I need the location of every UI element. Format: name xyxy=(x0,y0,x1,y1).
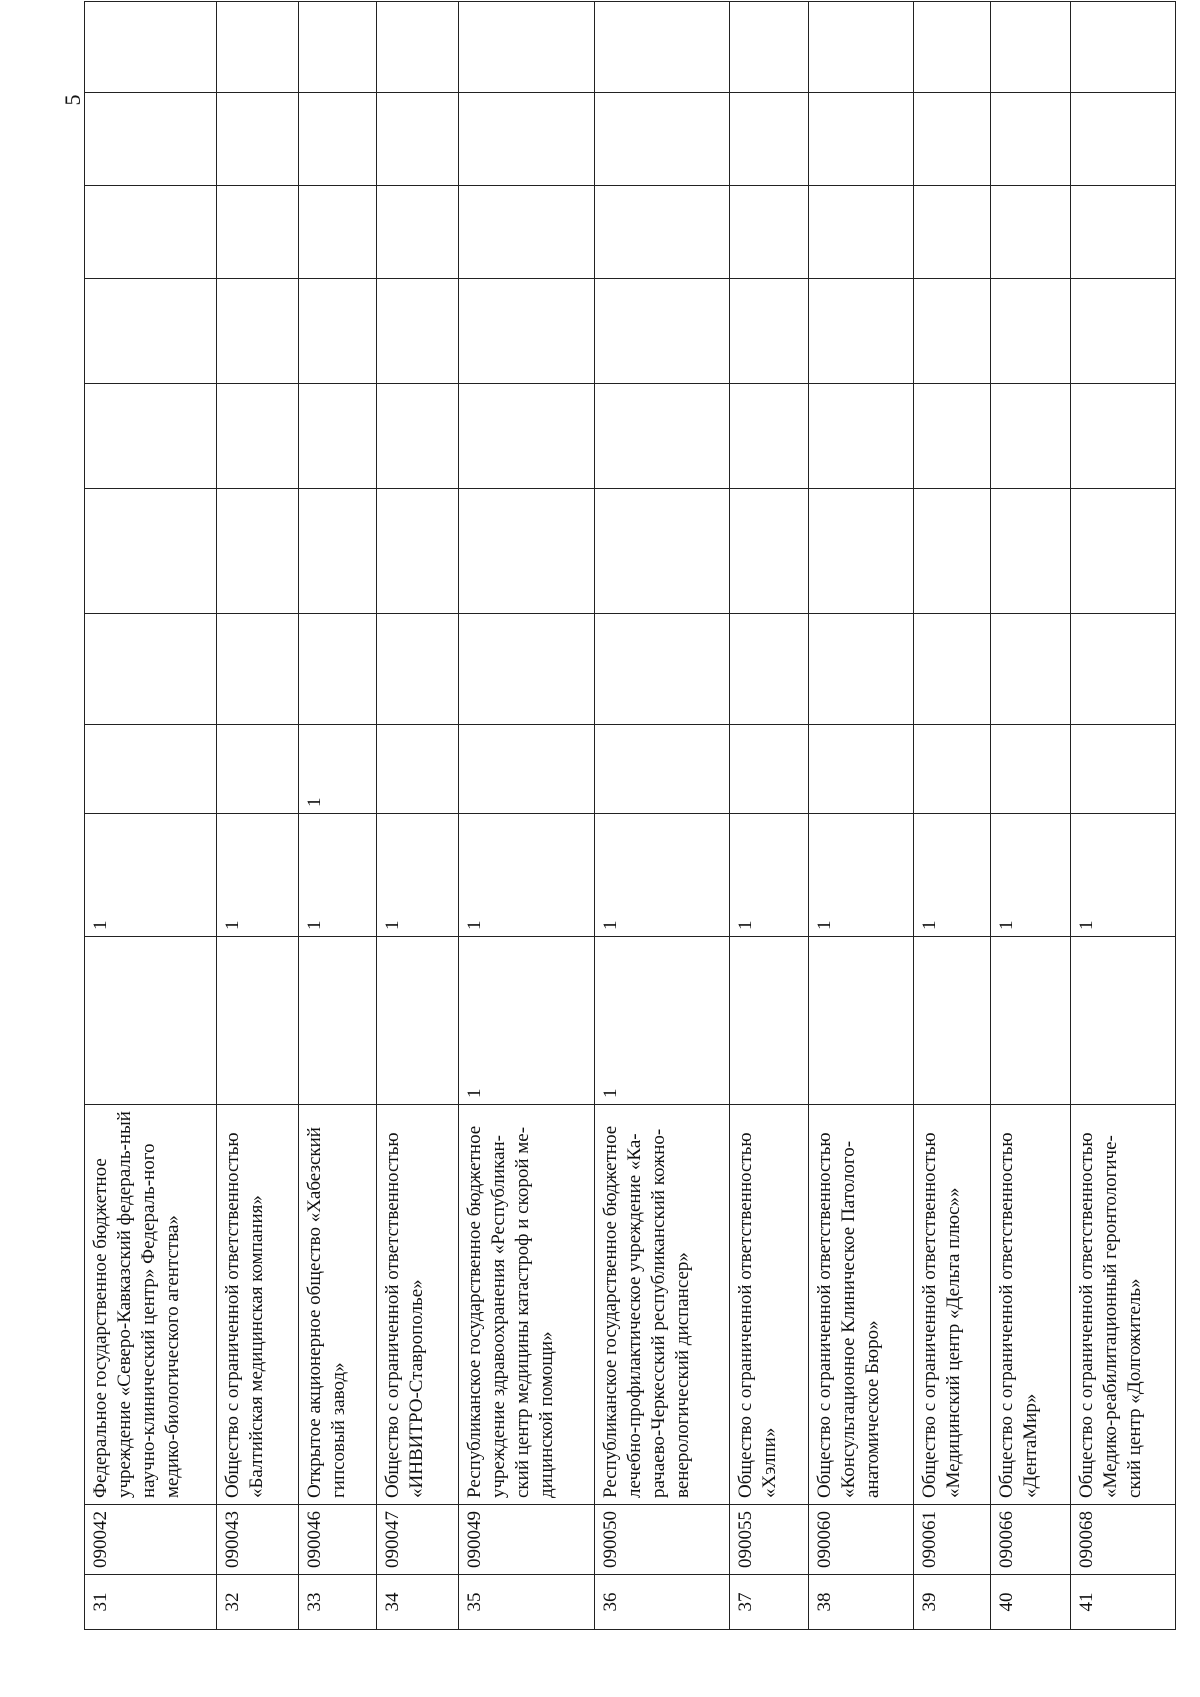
empty-cell xyxy=(217,614,299,725)
empty-cell xyxy=(217,93,299,186)
org-code: 090066 xyxy=(991,1505,1071,1575)
value-cell: 1 xyxy=(299,814,376,937)
empty-cell xyxy=(217,384,299,489)
row-number: 40 xyxy=(991,1575,1071,1630)
row-number: 39 xyxy=(914,1575,991,1630)
value-cell xyxy=(809,725,914,814)
empty-cell xyxy=(217,186,299,279)
org-code: 090043 xyxy=(217,1505,299,1575)
org-name: Общество с ограниченной ответственностью «Консультационное Клиническое Патолого-анатомическое Бюро» xyxy=(809,1105,914,1505)
page-number: 5 xyxy=(60,94,85,106)
empty-cell xyxy=(458,384,595,489)
row-number: 33 xyxy=(299,1575,376,1630)
empty-cell xyxy=(809,384,914,489)
empty-cell xyxy=(458,186,595,279)
org-code: 090050 xyxy=(595,1505,729,1575)
value-cell xyxy=(914,725,991,814)
empty-cell xyxy=(914,186,991,279)
table-row xyxy=(729,2,809,1630)
empty-cell xyxy=(595,186,729,279)
empty-cell xyxy=(914,614,991,725)
empty-cell xyxy=(458,2,595,93)
empty-cell xyxy=(299,279,376,384)
empty-cell xyxy=(217,279,299,384)
value-cell: 1 xyxy=(595,814,729,937)
value-cell: 1 xyxy=(991,814,1071,937)
empty-cell xyxy=(1071,279,1176,384)
value-cell xyxy=(1071,725,1176,814)
empty-cell xyxy=(299,2,376,93)
value-cell: 1 xyxy=(914,814,991,937)
empty-cell xyxy=(914,384,991,489)
table-row xyxy=(376,2,458,1630)
row-number: 41 xyxy=(1071,1575,1176,1630)
org-code: 090042 xyxy=(85,1505,217,1575)
empty-cell xyxy=(1071,489,1176,614)
empty-cell xyxy=(595,2,729,93)
value-cell xyxy=(914,937,991,1105)
empty-cell xyxy=(595,614,729,725)
org-name: Открытое акционерное общество «Хабезский гипсовый завод» xyxy=(299,1105,376,1505)
empty-cell xyxy=(991,279,1071,384)
empty-cell xyxy=(729,614,809,725)
empty-cell xyxy=(729,186,809,279)
empty-cell xyxy=(1071,93,1176,186)
empty-cell xyxy=(595,93,729,186)
org-name: Федеральное государственное бюджетное учреждение «Северо-Кавказский федераль-ный научно-клинический центр» Федераль-ного медико-биологического агентства» xyxy=(85,1105,217,1505)
org-name: Общество с ограниченной ответственностью «ДентаМир» xyxy=(991,1105,1071,1505)
empty-cell xyxy=(595,489,729,614)
table-row xyxy=(85,2,217,1630)
empty-cell xyxy=(809,93,914,186)
value-cell xyxy=(217,725,299,814)
empty-cell xyxy=(809,279,914,384)
org-code: 090049 xyxy=(458,1505,595,1575)
value-cell: 1 xyxy=(729,814,809,937)
org-name: Республиканское государственное бюджетное учреждение здравоохранения «Республикан-ский центр медицины катастроф и скорой ме-дицинской помощи» xyxy=(458,1105,595,1505)
empty-cell xyxy=(299,93,376,186)
table-row xyxy=(458,2,595,1630)
empty-cell xyxy=(914,93,991,186)
value-cell: 1 xyxy=(217,814,299,937)
empty-cell xyxy=(458,614,595,725)
table-row xyxy=(991,2,1071,1630)
empty-cell xyxy=(85,2,217,93)
empty-cell xyxy=(1071,384,1176,489)
org-name: Общество с ограниченной ответственностью «Хэлпи» xyxy=(729,1105,809,1505)
value-cell: 1 xyxy=(1071,814,1176,937)
value-cell xyxy=(376,937,458,1105)
table-row xyxy=(1071,2,1176,1630)
org-code: 090046 xyxy=(299,1505,376,1575)
value-cell: 1 xyxy=(376,814,458,937)
value-cell: 1 xyxy=(809,814,914,937)
empty-cell xyxy=(85,186,217,279)
empty-cell xyxy=(914,279,991,384)
empty-cell xyxy=(458,93,595,186)
table-row xyxy=(217,2,299,1630)
value-cell: 1 xyxy=(458,814,595,937)
empty-cell xyxy=(809,614,914,725)
value-cell xyxy=(85,725,217,814)
empty-cell xyxy=(991,186,1071,279)
empty-cell xyxy=(809,186,914,279)
table-row xyxy=(595,2,729,1630)
value-cell xyxy=(991,725,1071,814)
rotated-table-wrapper xyxy=(84,0,1176,1630)
empty-cell xyxy=(991,614,1071,725)
value-cell xyxy=(85,937,217,1105)
org-code: 090068 xyxy=(1071,1505,1176,1575)
empty-cell xyxy=(991,489,1071,614)
value-cell: 1 xyxy=(85,814,217,937)
value-cell xyxy=(376,725,458,814)
empty-cell xyxy=(809,489,914,614)
table-row xyxy=(809,2,914,1630)
value-cell xyxy=(809,937,914,1105)
empty-cell xyxy=(1071,2,1176,93)
value-cell xyxy=(729,725,809,814)
org-code: 090060 xyxy=(809,1505,914,1575)
value-cell xyxy=(299,937,376,1105)
empty-cell xyxy=(729,279,809,384)
empty-cell xyxy=(376,384,458,489)
org-name: Республиканское государственное бюджетное лечебно-профилактическое учреждение «Ка-рачаево-Черкесский республиканский кожно-венерологический диспансер» xyxy=(595,1105,729,1505)
org-name: Общество с ограниченной ответственностью «Медицинский центр «Дельта плюс»» xyxy=(914,1105,991,1505)
value-cell: 1 xyxy=(458,937,595,1105)
row-number: 34 xyxy=(376,1575,458,1630)
org-code: 090047 xyxy=(376,1505,458,1575)
empty-cell xyxy=(299,489,376,614)
empty-cell xyxy=(991,93,1071,186)
organizations-table xyxy=(84,1,1176,1630)
org-name: Общество с ограниченной ответственностью «ИНВИТРО-Ставрополье» xyxy=(376,1105,458,1505)
empty-cell xyxy=(991,2,1071,93)
value-cell xyxy=(217,937,299,1105)
empty-cell xyxy=(299,614,376,725)
empty-cell xyxy=(376,93,458,186)
empty-cell xyxy=(376,614,458,725)
empty-cell xyxy=(914,2,991,93)
row-number: 35 xyxy=(458,1575,595,1630)
empty-cell xyxy=(217,489,299,614)
empty-cell xyxy=(85,279,217,384)
row-number: 37 xyxy=(729,1575,809,1630)
empty-cell xyxy=(914,489,991,614)
value-cell: 1 xyxy=(595,937,729,1105)
empty-cell xyxy=(85,93,217,186)
empty-cell xyxy=(809,2,914,93)
value-cell xyxy=(458,725,595,814)
empty-cell xyxy=(595,279,729,384)
empty-cell xyxy=(595,384,729,489)
empty-cell xyxy=(458,279,595,384)
empty-cell xyxy=(729,384,809,489)
row-number: 32 xyxy=(217,1575,299,1630)
empty-cell xyxy=(85,489,217,614)
empty-cell xyxy=(729,489,809,614)
empty-cell xyxy=(1071,614,1176,725)
row-number: 36 xyxy=(595,1575,729,1630)
empty-cell xyxy=(217,2,299,93)
empty-cell xyxy=(299,384,376,489)
value-cell xyxy=(991,937,1071,1105)
empty-cell xyxy=(729,93,809,186)
table-row xyxy=(914,2,991,1630)
value-cell: 1 xyxy=(299,725,376,814)
value-cell xyxy=(729,937,809,1105)
empty-cell xyxy=(729,2,809,93)
empty-cell xyxy=(85,384,217,489)
org-name: Общество с ограниченной ответственностью «Балтийская медицинская компания» xyxy=(217,1105,299,1505)
org-name: Общество с ограниченной ответственностью «Медико-реабилитационный геронтологиче-ский центр «Долгожитель» xyxy=(1071,1105,1176,1505)
org-code: 090061 xyxy=(914,1505,991,1575)
row-number: 31 xyxy=(85,1575,217,1630)
empty-cell xyxy=(376,186,458,279)
empty-cell xyxy=(376,489,458,614)
empty-cell xyxy=(458,489,595,614)
value-cell xyxy=(1071,937,1176,1105)
org-code: 090055 xyxy=(729,1505,809,1575)
empty-cell xyxy=(376,2,458,93)
empty-cell xyxy=(85,614,217,725)
empty-cell xyxy=(299,186,376,279)
empty-cell xyxy=(1071,186,1176,279)
empty-cell xyxy=(376,279,458,384)
value-cell xyxy=(595,725,729,814)
empty-cell xyxy=(991,384,1071,489)
row-number: 38 xyxy=(809,1575,914,1630)
table-row xyxy=(299,2,376,1630)
